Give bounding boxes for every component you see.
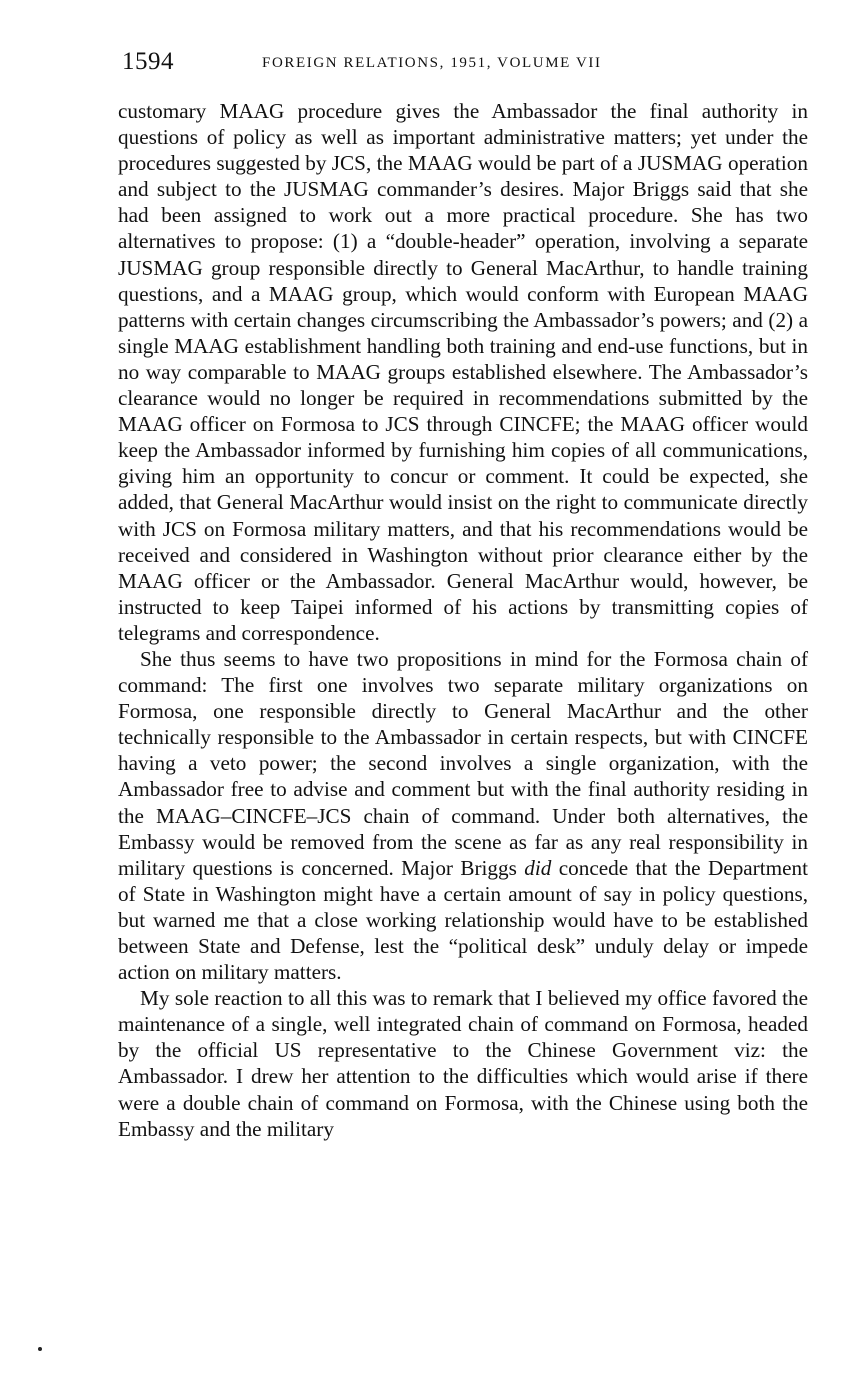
scan-speck — [38, 1347, 42, 1351]
paragraph-2 — [118, 646, 808, 985]
page-header — [122, 48, 682, 80]
paragraph-2-part-2: concede that the Department of State in Washington might have a certain amount of say in policy questions, but warned me that a close working relationship would have to be established between State and Defense, lest the “political desk” unduly delay or impede action on military matters. — [118, 855, 808, 985]
paragraph-3: My sole reaction to all this was to remark that I believed my office favored the maintenance of a single, well integrated chain of command on Formosa, headed by the official US representative to the Chinese Government viz: the Ambassador. I drew her attention to the difficulties which would arise if there were a double chain of command on Formosa, with the Chinese using both the Embassy and the military — [118, 986, 808, 1141]
paragraph-1: customary MAAG procedure gives the Ambassador the final authority in questions of policy as well as important administrative matters; yet under the procedures suggested by JCS, the MAAG would be part of a JUSMAG operation and subject to the JUSMAG commander’s desires. Major Briggs said that she had been assigned to work out a more practical procedure. She has two alternatives to propose: (1) a “double-header” operation, involving a separate JUSMAG group responsible directly to General MacArthur, to handle training questions, and a MAAG group, which would conform with European MAAG patterns with certain changes circumscribing the Ambassador’s powers; and (2) a single MAAG establishment handling both training and end-use functions, but in no way comparable to MAAG groups established elsewhere. The Ambassador’s clearance would no longer be required in recommendations submitted by the MAAG officer on Formosa to JCS through CINCFE; the MAAG officer would keep the Ambassador informed by furnishing him copies of all communications, giving him an opportunity to concur or comment. It could be expected, she added, that General MacArthur would insist on the right to communicate directly with JCS on Formosa military matters, and that his recommendations would be received and considered in Washington without prior clearance either by the MAAG officer or the Ambassador. General MacArthur would, however, be instructed to keep Taipei informed of his actions by transmitting copies of telegrams and correspondence. — [118, 99, 808, 645]
paragraph-2-italic-word: did — [524, 855, 552, 880]
running-title: FOREIGN RELATIONS, 1951, VOLUME VII — [262, 55, 602, 71]
paragraph-2-part-1: She thus seems to have two propositions in mind for the Formosa chain of command: The first one involves two separate military organizations on Formosa, one responsible directly to General MacArthur and the other technically responsible to the Ambassador in certain respects, but with CINCFE having a veto power; the second involves a single organization, with the Ambassador free to advise and comment but with the final authority residing in the MAAG–CINCFE–JCS chain of command. Under both alternatives, the Embassy would be removed from the scene as far as any real responsibility in military questions is concerned. Major Briggs — [118, 646, 808, 880]
body-text — [118, 98, 808, 1142]
page-number: 1594 — [122, 48, 174, 75]
